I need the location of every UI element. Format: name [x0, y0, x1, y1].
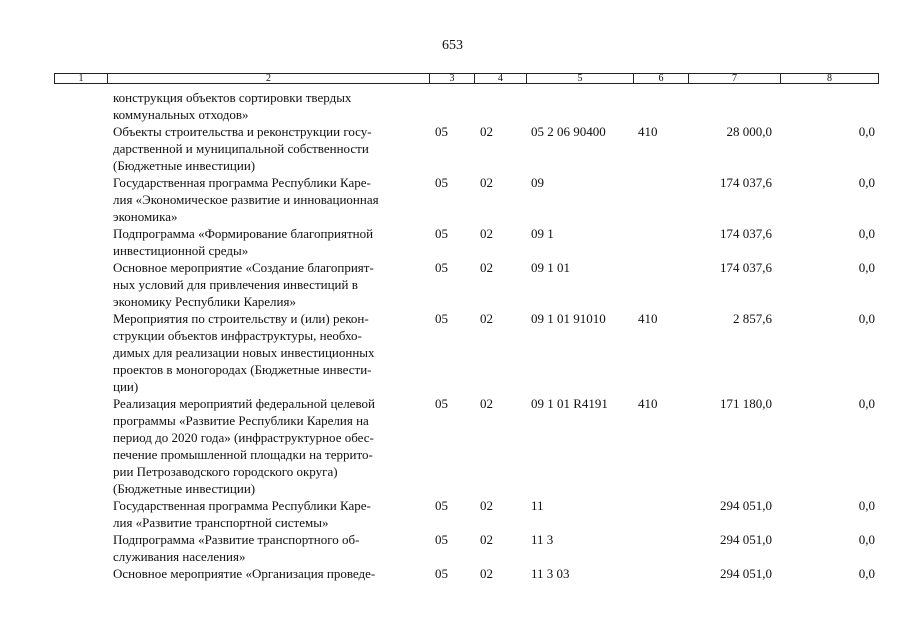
section-code: 05	[435, 532, 448, 547]
subsection-code: 02	[480, 124, 493, 139]
row-name-line: ных условий для привлечения инвестиций в	[113, 277, 358, 292]
column-header-2: 2	[107, 74, 429, 83]
amount-second: 0,0	[858, 566, 875, 581]
row-name-line: проектов в моногородах (Бюджетные инвести-	[113, 362, 372, 377]
target-article-code: 09 1 01 91010	[531, 311, 606, 326]
amount: 174 037,6	[720, 175, 772, 190]
subsection-code: 02	[480, 260, 493, 275]
target-article-code: 11 3	[531, 532, 554, 547]
amount-second: 0,0	[858, 260, 875, 275]
subsection-code: 02	[480, 396, 493, 411]
row-name-line: печение промышленной площадки на террито-	[113, 447, 373, 462]
row-name-line: Основное мероприятие «Создание благоприят-	[113, 260, 374, 275]
row-name-line: Подпрограмма «Формирование благоприятной	[113, 226, 374, 241]
column-header-6: 6	[633, 74, 688, 83]
subsection-code: 02	[480, 175, 493, 190]
row-name-line: ции)	[113, 379, 139, 394]
amount: 171 180,0	[720, 396, 772, 411]
amount-second: 0,0	[858, 124, 875, 139]
row-name-line: Основное мероприятие «Организация проведе-	[113, 566, 376, 581]
row-name	[113, 497, 423, 531]
amount: 294 051,0	[720, 498, 772, 513]
row-name-line: лия «Развитие транспортной системы»	[113, 515, 329, 530]
row-name-line: период до 2020 года» (инфраструктурное обес-	[113, 430, 374, 445]
row-name	[113, 174, 423, 225]
target-article-code: 11 3 03	[531, 566, 570, 581]
section-code: 05	[435, 396, 448, 411]
amount: 294 051,0	[720, 566, 772, 581]
amount: 174 037,6	[720, 260, 772, 275]
row-name	[113, 259, 423, 310]
amount-second: 0,0	[858, 311, 875, 326]
section-code: 05	[435, 226, 448, 241]
column-header-4: 4	[474, 74, 526, 83]
row-name-line: Объекты строительства и реконструкции госу-	[113, 124, 372, 139]
row-name-line: служивания населения»	[113, 549, 246, 564]
row-name-line: Мероприятия по строительству и (или) рекон-	[113, 311, 369, 326]
column-header-3: 3	[429, 74, 474, 83]
amount-second: 0,0	[858, 226, 875, 241]
row-name-line: Реализация мероприятий федеральной целевой	[113, 396, 375, 411]
row-name-line: рии Петрозаводского городского округа)	[113, 464, 338, 479]
row-name	[113, 89, 423, 123]
section-code: 05	[435, 311, 448, 326]
page-number: 653	[442, 38, 463, 53]
subsection-code: 02	[480, 311, 493, 326]
row-name-line: экономику Республики Карелия»	[113, 294, 296, 309]
row-name-line: коммунальных отходов»	[113, 107, 249, 122]
column-header-1: 1	[78, 73, 84, 84]
row-name-line: инвестиционной среды»	[113, 243, 249, 258]
row-name	[113, 123, 423, 174]
column-header-5: 5	[526, 74, 633, 83]
subsection-code: 02	[480, 532, 493, 547]
target-article-code: 09 1	[531, 226, 554, 241]
amount-second: 0,0	[858, 396, 875, 411]
amount: 28 000,0	[726, 124, 772, 139]
row-name-line: Государственная программа Республики Каре-	[113, 175, 371, 190]
amount-second: 0,0	[858, 175, 875, 190]
row-name-line: Государственная программа Республики Каре-	[113, 498, 371, 513]
amount-second: 0,0	[858, 498, 875, 513]
column-header-7: 7	[688, 74, 780, 83]
section-code: 05	[435, 566, 448, 581]
row-name-line: программы «Развитие Республики Карелия на	[113, 413, 369, 428]
column-header-8: 8	[780, 74, 878, 83]
row-name-line: Подпрограмма «Развитие транспортного об-	[113, 532, 360, 547]
row-name-line: димых для реализации новых инвестиционных	[113, 345, 375, 360]
amount: 2 857,6	[733, 311, 772, 326]
row-name-line: конструкция объектов сортировки твердых	[113, 90, 352, 105]
target-article-code: 11	[531, 498, 544, 513]
subsection-code: 02	[480, 498, 493, 513]
expense-type-code: 410	[638, 396, 658, 411]
row-name	[113, 395, 423, 497]
expense-type-code: 410	[638, 311, 658, 326]
section-code: 05	[435, 260, 448, 275]
amount: 174 037,6	[720, 226, 772, 241]
target-article-code: 09 1 01 R4191	[531, 396, 608, 411]
row-name	[113, 531, 423, 565]
row-name-line: струкции объектов инфраструктуры, необхо-	[113, 328, 362, 343]
target-article-code: 09	[531, 175, 544, 190]
amount-second: 0,0	[858, 532, 875, 547]
row-name	[113, 310, 423, 395]
expense-type-code: 410	[638, 124, 658, 139]
subsection-code: 02	[480, 566, 493, 581]
amount: 294 051,0	[720, 532, 772, 547]
row-name	[113, 225, 423, 259]
target-article-code: 05 2 06 90400	[531, 124, 606, 139]
section-code: 05	[435, 124, 448, 139]
section-code: 05	[435, 498, 448, 513]
subsection-code: 02	[480, 226, 493, 241]
row-name-line: (Бюджетные инвестиции)	[113, 481, 256, 496]
section-code: 05	[435, 175, 448, 190]
row-name-line: лия «Экономическое развитие и инновационная	[113, 192, 379, 207]
row-name-line: (Бюджетные инвестиции)	[113, 158, 256, 173]
target-article-code: 09 1 01	[531, 260, 570, 275]
row-name-line: экономика»	[113, 209, 178, 224]
table-header	[54, 73, 879, 84]
row-name	[113, 565, 423, 582]
row-name-line: дарственной и муниципальной собственности	[113, 141, 369, 156]
